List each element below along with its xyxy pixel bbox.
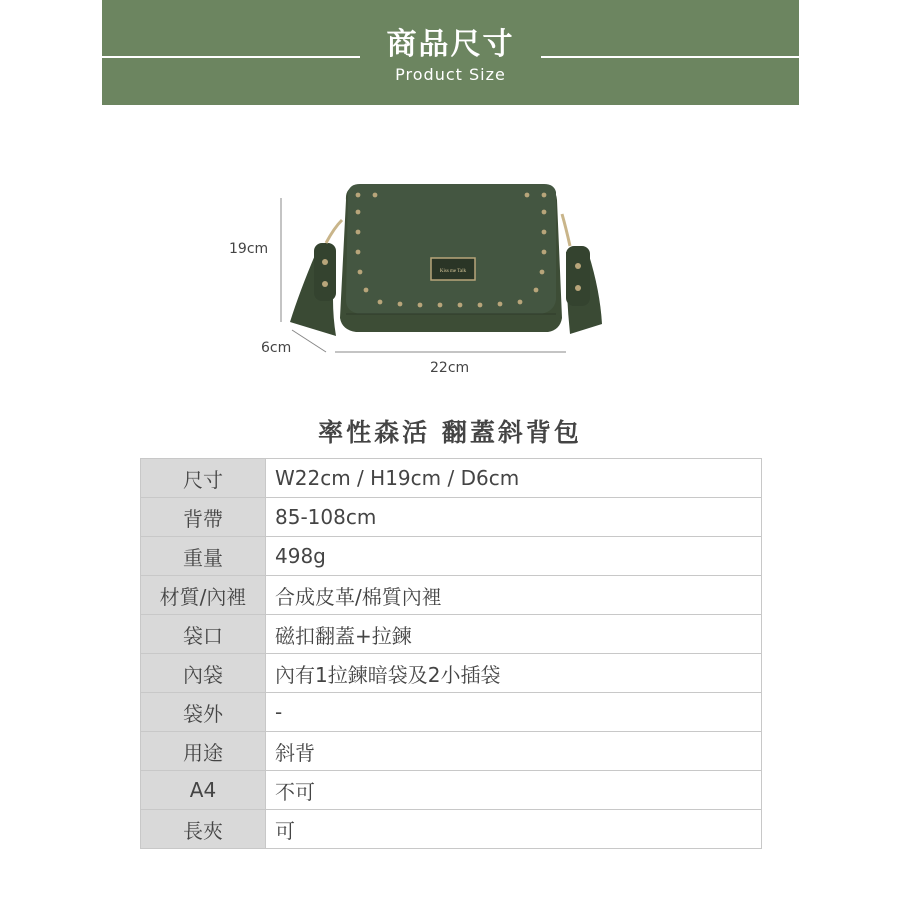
spec-label: 背帶 [141,498,266,537]
spec-row [141,498,762,537]
spec-row [141,459,762,498]
spec-value: W22cm / H19cm / D6cm [266,459,762,498]
spec-row [141,732,762,771]
spec-row [141,810,762,849]
spec-row [141,615,762,654]
spec-label: 用途 [141,732,266,771]
spec-value: - [266,693,762,732]
spec-label: 袋口 [141,615,266,654]
spec-row [141,576,762,615]
bag-flap [346,184,556,314]
spec-label: A4 [141,771,266,810]
spec-table [140,458,762,849]
spec-value: 合成皮革/棉質內裡 [266,576,762,615]
spec-label: 長夾 [141,810,266,849]
right-strap-tab [566,246,590,306]
page-subtitle: Product Size [395,65,506,84]
page-title: 商品尺寸 [386,27,515,62]
spec-label: 重量 [141,537,266,576]
spec-value: 磁扣翻蓋+拉鍊 [266,615,762,654]
spec-value: 可 [266,810,762,849]
spec-value: 498g [266,537,762,576]
left-strap-tab [314,243,336,301]
spec-value: 內有1拉鍊暗袋及2小插袋 [266,654,762,693]
spec-row [141,537,762,576]
height-label: 19cm [229,241,269,257]
spec-label: 袋外 [141,693,266,732]
shoulder-bag-image [0,0,900,400]
spec-row [141,771,762,810]
spec-value: 不可 [266,771,762,810]
spec-label: 尺寸 [141,459,266,498]
product-size-figure [0,0,900,400]
depth-guide-line [292,330,326,352]
spec-label: 材質/內裡 [141,576,266,615]
brand-plate-text: Kiss me Talk [439,269,467,274]
spec-row [141,654,762,693]
width-label: 22cm [430,360,470,376]
spec-value: 85-108cm [266,498,762,537]
depth-label: 6cm [261,340,292,356]
spec-value: 斜背 [266,732,762,771]
spec-label: 內袋 [141,654,266,693]
product-name: 率性森活 翻蓋斜背包 [318,418,582,447]
spec-row [141,693,762,732]
